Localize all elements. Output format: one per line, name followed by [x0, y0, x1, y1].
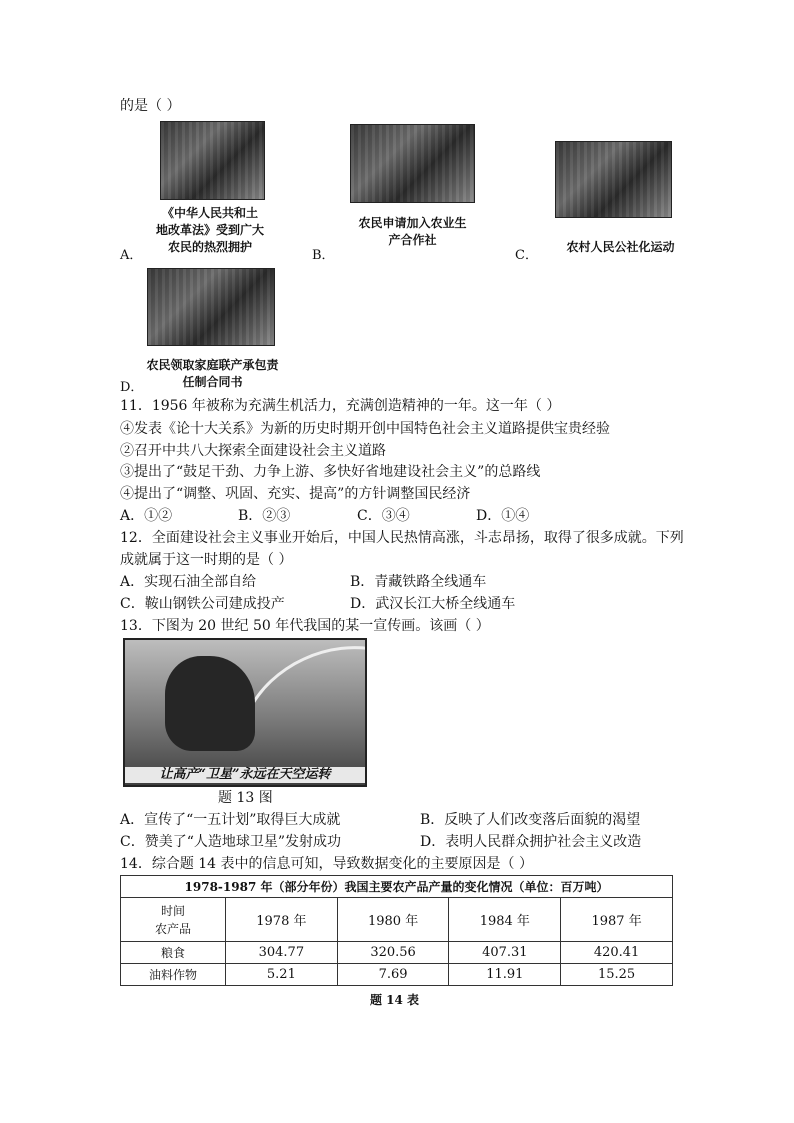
q11-item-2: ②召开中共八大探索全面建设社会主义道路: [120, 443, 386, 459]
q12-choice-b[interactable]: B．青藏铁路全线通车: [350, 574, 487, 590]
q11-item-4: ④提出了“调整、巩固、充实、提高”的方针调整国民经济: [120, 486, 471, 502]
table-row: [121, 942, 673, 964]
option-d-letter[interactable]: D．: [120, 380, 144, 395]
row-label: 油料作物: [121, 964, 226, 986]
q11-choice-d[interactable]: D．①④: [476, 508, 530, 524]
table-cell: 420.41: [561, 942, 673, 964]
table-cell: 320.56: [337, 942, 449, 964]
table-corner-header: 时间 农产品: [121, 898, 226, 942]
table-year-header: 1987 年: [561, 898, 673, 942]
option-b-letter[interactable]: B．: [312, 248, 335, 263]
q13-choice-d[interactable]: D．表明人民群众拥护社会主义改造: [420, 834, 642, 850]
propaganda-poster: [123, 638, 367, 787]
photo-cooperative: [350, 124, 475, 203]
table-cell: 5.21: [226, 964, 338, 986]
question-stem-tail: 的是（ ）: [120, 98, 181, 114]
caption-a: 《中华人民共和土 地改革法》受到广大 农民的热烈拥护: [155, 206, 264, 254]
q12-stem-line2: 成就属于这一时期的是（ ）: [120, 552, 293, 568]
q12-choice-a[interactable]: A．实现石油全部自给: [120, 574, 257, 590]
q12-choice-d[interactable]: D．武汉长江大桥全线通车: [350, 596, 516, 612]
poster-slogan: 让高产“卫星”永远在天空运转: [125, 767, 365, 783]
option-a-letter[interactable]: A．: [120, 248, 143, 263]
table-year-header: 1980 年: [337, 898, 449, 942]
table-cell: 15.25: [561, 964, 673, 986]
caption-d: 农民领取家庭联产承包责 任制合同书: [146, 358, 279, 389]
q11-item-3: ③提出了“鼓足干劲、力争上游、多快好省地建设社会主义”的总路线: [120, 464, 541, 480]
table-cell: 11.91: [449, 964, 561, 986]
photo-commune: [555, 141, 672, 218]
table-year-header: 1978 年: [226, 898, 338, 942]
table-cell: 304.77: [226, 942, 338, 964]
table-year-header: 1984 年: [449, 898, 561, 942]
q13-choice-a[interactable]: A．宣传了“一五计划”取得巨大成就: [120, 812, 341, 828]
production-table: [120, 875, 673, 986]
table-cell: 7.69: [337, 964, 449, 986]
table-row: [121, 964, 673, 986]
option-c-letter[interactable]: C．: [515, 248, 538, 263]
figure-13-caption: 题 13 图: [218, 790, 273, 806]
q12-stem-line1: 12．全面建设社会主义事业开始后，中国人民热情高涨，斗志昂扬，取得了很多成就。下列: [120, 530, 684, 546]
photo-land-reform: [160, 121, 265, 200]
table-cell: 407.31: [449, 942, 561, 964]
row-label: 粮食: [121, 942, 226, 964]
caption-b: 农民申请加入农业生 产合作社: [358, 216, 467, 247]
q11-choice-b[interactable]: B．②③: [238, 508, 291, 524]
q11-stem: 11．1956 年被称为充满生机活力，充满创造精神的一年。这一年（ ）: [120, 398, 561, 414]
worker-figure: [165, 656, 255, 751]
q11-item-1: ④发表《论十大关系》为新的历史时期开创中国特色社会主义道路提供宝贵经验: [120, 421, 610, 437]
q13-stem: 13．下图为 20 世纪 50 年代我国的某一宣传画。该画（ ）: [120, 618, 490, 634]
q13-choice-c[interactable]: C．赞美了“人造地球卫星”发射成功: [120, 834, 342, 850]
q14-stem: 14．综合题 14 表中的信息可知，导致数据变化的主要原因是（ ）: [120, 856, 533, 872]
q13-choice-b[interactable]: B．反映了人们改变落后面貌的渴望: [420, 812, 641, 828]
caption-c: 农村人民公社化运动: [566, 240, 675, 254]
photo-contract: [147, 268, 275, 346]
q11-choice-a[interactable]: A．①②: [120, 508, 173, 524]
table-title: 1978-1987 年（部分年份）我国主要农产品产量的变化情况（单位：百万吨）: [121, 876, 673, 898]
q12-choice-c[interactable]: C．鞍山钢铁公司建成投产: [120, 596, 285, 612]
q11-choice-c[interactable]: C．③④: [357, 508, 410, 524]
table-14-caption: 题 14 表: [370, 993, 420, 1007]
